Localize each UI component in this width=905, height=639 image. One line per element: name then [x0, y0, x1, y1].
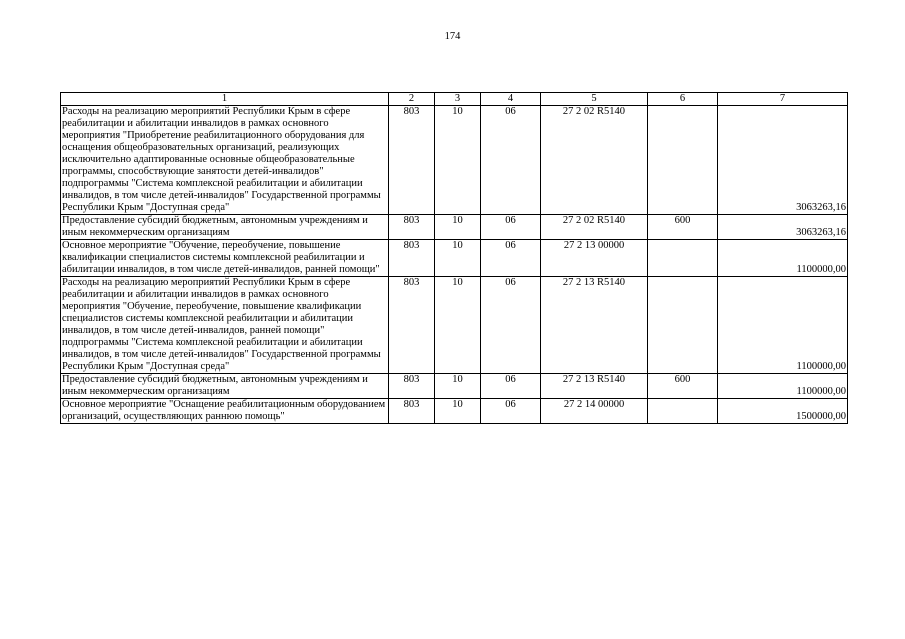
- row-subsection-code: 06: [481, 374, 541, 399]
- row-description: Расходы на реализацию мероприятий Республики Крым в сфере реабилитации и абилитации инвалидов в рамках основного мероприятия "Приобретение реабилитационного оборудования для оснащения общеобразовательных организаций, реализующих исключительно адаптированные основные общеобразовательные программы, способствующие занятости детей-инвалидов" подпрограммы "Система комплексной реабилитации и абилитации инвалидов, в том числе детей-инвалидов" Государственной программы Республики Крым "Доступная среда": [61, 106, 389, 215]
- header-cell-4: 4: [481, 93, 541, 106]
- row-ministry-code: 803: [389, 240, 435, 277]
- row-section-code: 10: [435, 106, 481, 215]
- table-row: [61, 399, 848, 424]
- row-description: Расходы на реализацию мероприятий Республики Крым в сфере реабилитации и абилитации инвалидов в рамках основного мероприятия "Обучение, переобучение, повышение квалификации специалистов системы комплексной реабилитации и абилитации инвалидов, в том числе детей-инвалидов, ранней помощи" подпрограммы "Система комплексной реабилитации и абилитации инвалидов, в том числе детей-инвалидов" Государственной программы Республики Крым "Доступная среда": [61, 277, 389, 374]
- row-description: Основное мероприятие "Обучение, переобучение, повышение квалификации специалистов системы комплексной реабилитации и абилитации инвалидов, в том числе детей-инвалидов, ранней помощи": [61, 240, 389, 277]
- row-section-code: 10: [435, 277, 481, 374]
- row-target-code: 27 2 13 R5140: [541, 277, 648, 374]
- table-header-row: [61, 93, 848, 106]
- row-description: Основное мероприятие "Оснащение реабилитационным оборудованием организаций, осуществляющих раннюю помощь": [61, 399, 389, 424]
- row-ministry-code: 803: [389, 215, 435, 240]
- row-subsection-code: 06: [481, 106, 541, 215]
- header-cell-2: 2: [389, 93, 435, 106]
- header-cell-1: 1: [61, 93, 389, 106]
- row-amount: 3063263,16: [718, 106, 848, 215]
- table-row: [61, 374, 848, 399]
- row-expense-type: [648, 106, 718, 215]
- row-expense-type: 600: [648, 215, 718, 240]
- row-description: Предоставление субсидий бюджетным, автономным учреждениям и иным некоммерческим организациям: [61, 374, 389, 399]
- table-row: [61, 215, 848, 240]
- row-subsection-code: 06: [481, 240, 541, 277]
- row-amount: 3063263,16: [718, 215, 848, 240]
- header-cell-6: 6: [648, 93, 718, 106]
- row-section-code: 10: [435, 240, 481, 277]
- header-cell-5: 5: [541, 93, 648, 106]
- row-ministry-code: 803: [389, 106, 435, 215]
- row-target-code: 27 2 02 R5140: [541, 106, 648, 215]
- row-ministry-code: 803: [389, 374, 435, 399]
- row-ministry-code: 803: [389, 399, 435, 424]
- row-section-code: 10: [435, 215, 481, 240]
- table-row: [61, 277, 848, 374]
- row-target-code: 27 2 02 R5140: [541, 215, 648, 240]
- table-row: [61, 240, 848, 277]
- row-expense-type: [648, 277, 718, 374]
- row-amount: 1100000,00: [718, 240, 848, 277]
- row-description: Предоставление субсидий бюджетным, автономным учреждениям и иным некоммерческим организациям: [61, 215, 389, 240]
- row-target-code: 27 2 13 00000: [541, 240, 648, 277]
- row-subsection-code: 06: [481, 399, 541, 424]
- row-section-code: 10: [435, 399, 481, 424]
- row-expense-type: [648, 399, 718, 424]
- row-subsection-code: 06: [481, 215, 541, 240]
- row-amount: 1100000,00: [718, 277, 848, 374]
- row-expense-type: [648, 240, 718, 277]
- row-amount: 1500000,00: [718, 399, 848, 424]
- row-subsection-code: 06: [481, 277, 541, 374]
- page-number: 174: [444, 31, 461, 42]
- row-expense-type: 600: [648, 374, 718, 399]
- table-row: [61, 106, 848, 215]
- row-amount: 1100000,00: [718, 374, 848, 399]
- budget-table: [60, 92, 848, 424]
- header-cell-7: 7: [718, 93, 848, 106]
- row-target-code: 27 2 14 00000: [541, 399, 648, 424]
- row-target-code: 27 2 13 R5140: [541, 374, 648, 399]
- header-cell-3: 3: [435, 93, 481, 106]
- row-section-code: 10: [435, 374, 481, 399]
- row-ministry-code: 803: [389, 277, 435, 374]
